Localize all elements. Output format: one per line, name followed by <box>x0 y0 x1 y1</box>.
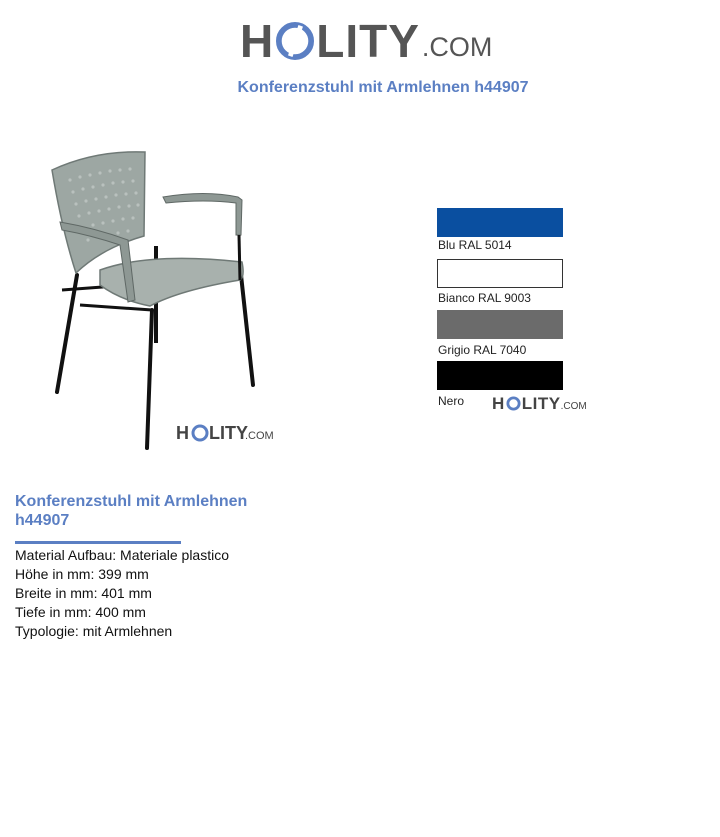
product-specs <box>15 546 229 641</box>
swatch-label-blu: Blu RAL 5014 <box>438 238 512 252</box>
logo-letters: LITY <box>316 15 420 67</box>
site-logo[interactable] <box>240 12 492 70</box>
spec-depth: Tiefe in mm: 400 mm <box>15 604 146 620</box>
product-title: Konferenzstuhl mit Armlehnen h44907 <box>15 493 248 529</box>
logo-letter-h: H <box>492 394 505 413</box>
logo-o-icon <box>506 396 521 411</box>
page-title: Konferenzstuhl mit Armlehnen h44907 <box>237 79 529 96</box>
swatch-bianco[interactable] <box>437 259 563 288</box>
logo-tld: .COM <box>421 31 493 62</box>
svg-text:H: H <box>176 423 189 443</box>
spec-material: Material Aufbau: Materiale plastico <box>15 547 229 563</box>
swatch-blu[interactable] <box>437 208 563 237</box>
swatch-label-bianco: Bianco RAL 9003 <box>438 291 531 305</box>
logo-letter-h: H <box>240 15 275 67</box>
swatch-watermark-logo <box>492 395 587 412</box>
swatch-label-grigio: Grigio RAL 7040 <box>438 343 527 357</box>
svg-text:LITY: LITY <box>209 423 248 443</box>
spec-type: Typologie: mit Armlehnen <box>15 623 173 639</box>
swatch-nero[interactable] <box>437 361 563 390</box>
spec-width: Breite in mm: 401 mm <box>15 585 152 601</box>
logo-letters: LITY <box>521 394 561 413</box>
logo-tld: .COM <box>560 400 587 412</box>
spec-height: Höhe in mm: 399 mm <box>15 566 149 582</box>
title-divider <box>15 541 181 544</box>
image-watermark-logo <box>176 423 274 443</box>
swatch-grigio[interactable] <box>437 310 563 339</box>
svg-text:.COM: .COM <box>245 430 274 442</box>
swatch-label-nero: Nero <box>438 394 465 408</box>
logo-o-icon <box>276 22 314 60</box>
product-image <box>40 140 300 460</box>
